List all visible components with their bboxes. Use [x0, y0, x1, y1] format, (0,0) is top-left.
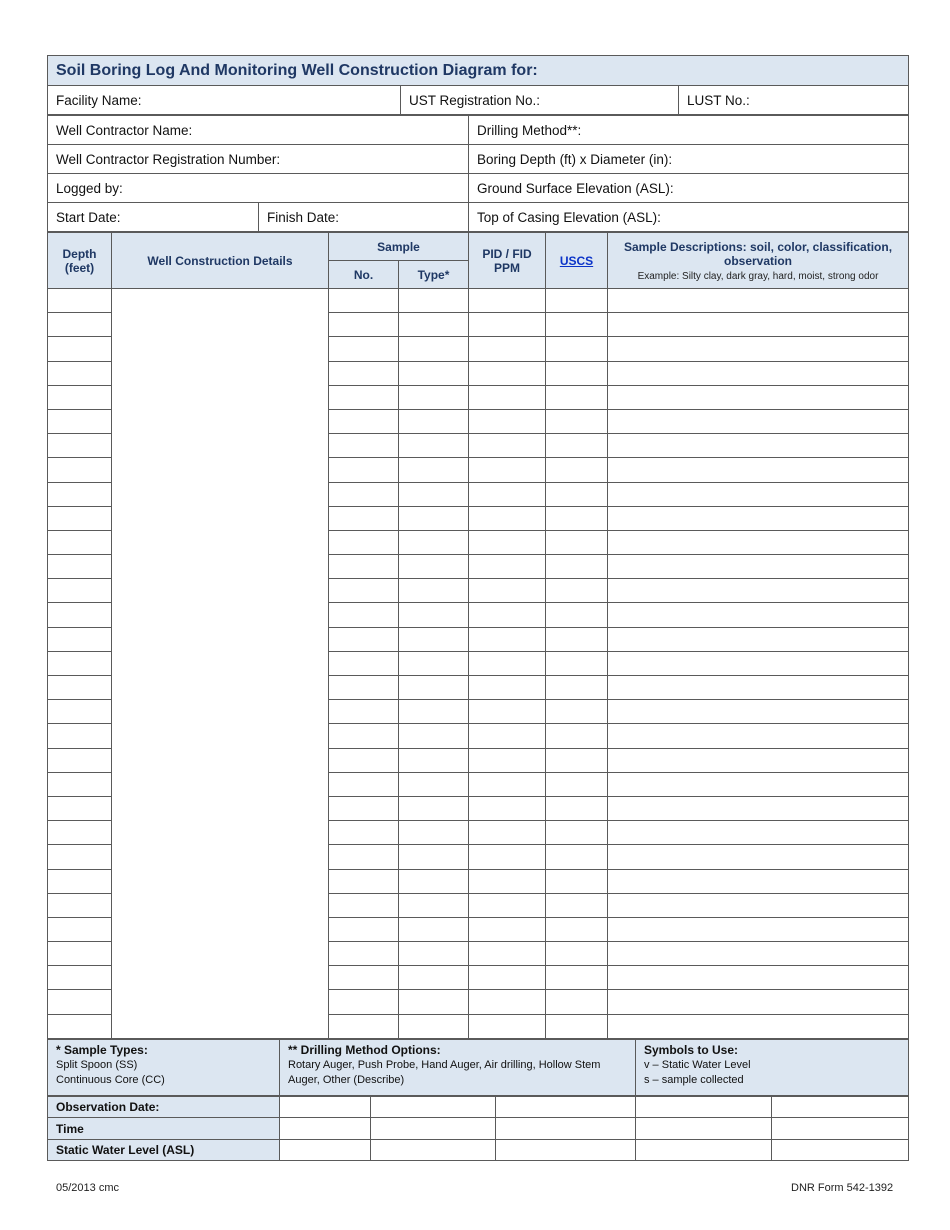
obs-cell[interactable]: [772, 1139, 909, 1161]
pid-fid-cell[interactable]: [469, 482, 546, 506]
obs-cell[interactable]: [496, 1118, 636, 1140]
sample-no-cell[interactable]: [329, 845, 399, 869]
sample-no-header: No.: [329, 261, 399, 289]
depth-cell[interactable]: [48, 772, 112, 796]
depth-cell[interactable]: [48, 748, 112, 772]
sample-type-cc: Continuous Core (CC): [56, 1073, 165, 1086]
obs-cell[interactable]: [280, 1118, 371, 1140]
sample-type-cell[interactable]: [399, 651, 469, 675]
pid-fid-cell[interactable]: [469, 555, 546, 579]
sample-type-cell[interactable]: [399, 313, 469, 337]
pid-fid-cell[interactable]: [469, 990, 546, 1014]
description-cell[interactable]: [608, 676, 909, 700]
description-cell[interactable]: [608, 990, 909, 1014]
observation-date-label: Observation Date:: [48, 1096, 280, 1118]
description-cell[interactable]: [608, 917, 909, 941]
start-date-field[interactable]: Start Date:: [48, 203, 259, 232]
description-cell[interactable]: [608, 530, 909, 554]
logged-by-field[interactable]: Logged by:: [48, 174, 469, 203]
uscs-cell[interactable]: [546, 361, 608, 385]
obs-cell[interactable]: [772, 1118, 909, 1140]
pid-fid-label: PID / FID: [482, 246, 532, 261]
description-cell[interactable]: [608, 627, 909, 651]
header-fields-table-2: [47, 115, 909, 232]
pid-fid-cell[interactable]: [469, 434, 546, 458]
depth-cell[interactable]: [48, 409, 112, 433]
uscs-cell[interactable]: [546, 796, 608, 820]
uscs-cell[interactable]: [546, 530, 608, 554]
sample-no-cell[interactable]: [329, 676, 399, 700]
pid-fid-cell[interactable]: [469, 530, 546, 554]
uscs-cell[interactable]: [546, 409, 608, 433]
depth-cell[interactable]: [48, 579, 112, 603]
uscs-cell[interactable]: [546, 700, 608, 724]
sample-no-cell[interactable]: [329, 942, 399, 966]
descriptions-header: [608, 233, 909, 289]
depth-cell[interactable]: [48, 482, 112, 506]
sample-type-cell[interactable]: [399, 289, 469, 313]
depth-cell[interactable]: [48, 627, 112, 651]
description-cell[interactable]: [608, 772, 909, 796]
sample-type-cell[interactable]: [399, 458, 469, 482]
depth-cell[interactable]: [48, 724, 112, 748]
pid-fid-cell[interactable]: [469, 845, 546, 869]
obs-cell[interactable]: [636, 1096, 772, 1118]
pid-fid-cell[interactable]: [469, 966, 546, 990]
obs-cell[interactable]: [371, 1139, 496, 1161]
depth-cell[interactable]: [48, 313, 112, 337]
uscs-cell[interactable]: [546, 966, 608, 990]
log-rows: [48, 289, 909, 1039]
obs-cell[interactable]: [496, 1139, 636, 1161]
depth-cell[interactable]: [48, 361, 112, 385]
pid-fid-cell[interactable]: [469, 724, 546, 748]
pid-fid-cell[interactable]: [469, 772, 546, 796]
description-cell[interactable]: [608, 289, 909, 313]
sample-no-cell[interactable]: [329, 966, 399, 990]
descriptions-example: Example: Silty clay, dark gray, hard, moist, strong odor: [637, 270, 879, 282]
sample-type-cell[interactable]: [399, 434, 469, 458]
pid-fid-cell[interactable]: [469, 700, 546, 724]
uscs-cell[interactable]: [546, 458, 608, 482]
pid-fid-cell[interactable]: [469, 942, 546, 966]
pid-fid-cell[interactable]: [469, 337, 546, 361]
description-cell[interactable]: [608, 821, 909, 845]
depth-cell[interactable]: [48, 942, 112, 966]
uscs-cell[interactable]: [546, 845, 608, 869]
depth-cell[interactable]: [48, 821, 112, 845]
description-cell[interactable]: [608, 506, 909, 530]
sample-type-cell[interactable]: [399, 555, 469, 579]
sample-no-cell[interactable]: [329, 458, 399, 482]
uscs-cell[interactable]: [546, 772, 608, 796]
description-cell[interactable]: [608, 482, 909, 506]
header-fields-table: [47, 55, 909, 115]
obs-cell[interactable]: [280, 1139, 371, 1161]
uscs-cell[interactable]: [546, 434, 608, 458]
sample-no-cell[interactable]: [329, 555, 399, 579]
depth-cell[interactable]: [48, 917, 112, 941]
description-cell[interactable]: [608, 1014, 909, 1038]
pid-fid-cell[interactable]: [469, 821, 546, 845]
ppm-label: PPM: [493, 260, 520, 275]
pid-fid-cell[interactable]: [469, 627, 546, 651]
depth-cell[interactable]: [48, 869, 112, 893]
uscs-cell[interactable]: [546, 748, 608, 772]
depth-header: [48, 233, 112, 289]
depth-cell[interactable]: [48, 506, 112, 530]
pid-fid-cell[interactable]: [469, 579, 546, 603]
sample-type-cell[interactable]: [399, 845, 469, 869]
symbol-static-water: v – Static Water Level: [644, 1058, 751, 1071]
description-cell[interactable]: [608, 579, 909, 603]
description-cell[interactable]: [608, 700, 909, 724]
sample-type-cell[interactable]: [399, 724, 469, 748]
sample-no-cell[interactable]: [329, 651, 399, 675]
sample-no-cell[interactable]: [329, 434, 399, 458]
sample-type-cell[interactable]: [399, 796, 469, 820]
sample-no-cell[interactable]: [329, 506, 399, 530]
well-construction-cell[interactable]: [112, 289, 329, 1039]
sample-type-cell[interactable]: [399, 821, 469, 845]
description-cell[interactable]: [608, 603, 909, 627]
sample-no-cell[interactable]: [329, 821, 399, 845]
depth-header-label: Depth: [62, 246, 97, 261]
sample-type-cell[interactable]: [399, 1014, 469, 1038]
obs-cell[interactable]: [280, 1096, 371, 1118]
description-cell[interactable]: [608, 313, 909, 337]
time-label: Time: [48, 1118, 280, 1140]
description-cell[interactable]: [608, 796, 909, 820]
description-cell[interactable]: [608, 724, 909, 748]
uscs-cell[interactable]: [546, 724, 608, 748]
well-construction-header: Well Construction Details: [112, 233, 329, 289]
sample-types-legend: [48, 1039, 280, 1095]
description-cell[interactable]: [608, 966, 909, 990]
sample-type-cell[interactable]: [399, 990, 469, 1014]
uscs-cell[interactable]: [546, 385, 608, 409]
sample-no-cell[interactable]: [329, 724, 399, 748]
sample-no-cell[interactable]: [329, 289, 399, 313]
pid-fid-cell[interactable]: [469, 603, 546, 627]
sample-type-cell[interactable]: [399, 603, 469, 627]
uscs-cell[interactable]: [546, 917, 608, 941]
finish-date-field[interactable]: Finish Date:: [259, 203, 469, 232]
sample-no-cell[interactable]: [329, 361, 399, 385]
form-date-code: 05/2013 cmc: [56, 1182, 119, 1194]
sample-no-cell[interactable]: [329, 337, 399, 361]
uscs-cell[interactable]: [546, 942, 608, 966]
depth-cell[interactable]: [48, 289, 112, 313]
description-cell[interactable]: [608, 748, 909, 772]
uscs-cell[interactable]: [546, 506, 608, 530]
uscs-cell[interactable]: [546, 289, 608, 313]
uscs-cell[interactable]: [546, 821, 608, 845]
depth-cell[interactable]: [48, 1014, 112, 1038]
drilling-options-legend: [280, 1039, 636, 1095]
description-cell[interactable]: [608, 555, 909, 579]
sample-no-cell[interactable]: [329, 772, 399, 796]
static-water-level-label: Static Water Level (ASL): [48, 1139, 280, 1161]
pid-fid-cell[interactable]: [469, 385, 546, 409]
sample-type-cell[interactable]: [399, 409, 469, 433]
pid-fid-cell[interactable]: [469, 748, 546, 772]
sample-no-cell[interactable]: [329, 579, 399, 603]
top-casing-field[interactable]: Top of Casing Elevation (ASL):: [469, 203, 909, 232]
uscs-cell[interactable]: [546, 603, 608, 627]
sample-no-cell[interactable]: [329, 700, 399, 724]
depth-cell[interactable]: [48, 966, 112, 990]
sample-type-cell[interactable]: [399, 385, 469, 409]
sample-header: Sample: [329, 233, 469, 261]
sample-type-header: Type*: [399, 261, 469, 289]
drilling-options-title: ** Drilling Method Options:: [288, 1042, 441, 1057]
description-cell[interactable]: [608, 337, 909, 361]
obs-cell[interactable]: [371, 1118, 496, 1140]
drilling-options-text: Rotary Auger, Push Probe, Hand Auger, Air drilling, Hollow Stem Auger, Other (Describe): [288, 1058, 601, 1086]
description-cell[interactable]: [608, 409, 909, 433]
uscs-cell[interactable]: [546, 893, 608, 917]
observations-table: [47, 1096, 909, 1162]
depth-cell[interactable]: [48, 555, 112, 579]
description-cell[interactable]: [608, 458, 909, 482]
obs-cell[interactable]: [636, 1118, 772, 1140]
pid-fid-cell[interactable]: [469, 1014, 546, 1038]
depth-cell[interactable]: [48, 990, 112, 1014]
uscs-cell[interactable]: [546, 482, 608, 506]
pid-fid-cell[interactable]: [469, 676, 546, 700]
pid-fid-header: [469, 233, 546, 289]
well-contractor-reg-field[interactable]: Well Contractor Registration Number:: [48, 145, 469, 174]
sample-type-cell[interactable]: [399, 942, 469, 966]
uscs-cell[interactable]: [546, 579, 608, 603]
sample-type-cell[interactable]: [399, 748, 469, 772]
sample-type-cell[interactable]: [399, 337, 469, 361]
obs-cell[interactable]: [496, 1096, 636, 1118]
description-cell[interactable]: [608, 845, 909, 869]
pid-fid-cell[interactable]: [469, 869, 546, 893]
depth-cell[interactable]: [48, 845, 112, 869]
sample-type-cell[interactable]: [399, 893, 469, 917]
description-cell[interactable]: [608, 361, 909, 385]
ground-surface-field[interactable]: Ground Surface Elevation (ASL):: [469, 174, 909, 203]
pid-fid-cell[interactable]: [469, 893, 546, 917]
uscs-cell[interactable]: [546, 313, 608, 337]
sample-types-title: * Sample Types:: [56, 1042, 148, 1057]
uscs-cell[interactable]: [546, 337, 608, 361]
uscs-cell[interactable]: [546, 1014, 608, 1038]
uscs-cell[interactable]: [546, 869, 608, 893]
symbols-title: Symbols to Use:: [644, 1042, 739, 1057]
uscs-cell[interactable]: [546, 990, 608, 1014]
description-cell[interactable]: [608, 385, 909, 409]
depth-header-unit: (feet): [64, 260, 95, 275]
depth-cell[interactable]: [48, 337, 112, 361]
depth-cell[interactable]: [48, 434, 112, 458]
sample-type-ss: Split Spoon (SS): [56, 1058, 138, 1071]
sample-type-cell[interactable]: [399, 700, 469, 724]
drilling-method-field[interactable]: Drilling Method**:: [469, 116, 909, 145]
ust-registration-field[interactable]: UST Registration No.:: [401, 86, 679, 115]
uscs-cell[interactable]: [546, 676, 608, 700]
depth-cell[interactable]: [48, 893, 112, 917]
descriptions-label: Sample Descriptions: soil, color, classification, observation: [623, 239, 893, 268]
uscs-cell[interactable]: [546, 627, 608, 651]
pid-fid-cell[interactable]: [469, 409, 546, 433]
sample-type-cell[interactable]: [399, 627, 469, 651]
sample-type-cell[interactable]: [399, 506, 469, 530]
sample-type-cell[interactable]: [399, 966, 469, 990]
depth-cell[interactable]: [48, 385, 112, 409]
sample-type-cell[interactable]: [399, 482, 469, 506]
form-sheet: [47, 55, 908, 1161]
sample-no-cell[interactable]: [329, 603, 399, 627]
description-cell[interactable]: [608, 651, 909, 675]
depth-cell[interactable]: [48, 458, 112, 482]
symbols-legend: [636, 1039, 909, 1095]
soil-log-table: [47, 232, 909, 1039]
sample-no-cell[interactable]: [329, 530, 399, 554]
form-title: Soil Boring Log And Monitoring Well Construction Diagram for:: [48, 56, 909, 86]
uscs-cell[interactable]: [546, 651, 608, 675]
uscs-link[interactable]: USCS: [559, 253, 594, 268]
pid-fid-cell[interactable]: [469, 458, 546, 482]
sample-no-cell[interactable]: [329, 869, 399, 893]
description-cell[interactable]: [608, 942, 909, 966]
sample-no-cell[interactable]: [329, 893, 399, 917]
sample-type-cell[interactable]: [399, 676, 469, 700]
pid-fid-cell[interactable]: [469, 506, 546, 530]
obs-cell[interactable]: [636, 1139, 772, 1161]
symbol-sample-collected: s – sample collected: [644, 1073, 744, 1086]
well-contractor-name-field[interactable]: Well Contractor Name:: [48, 116, 469, 145]
sample-no-cell[interactable]: [329, 1014, 399, 1038]
uscs-header: [546, 233, 608, 289]
lust-no-field[interactable]: LUST No.:: [679, 86, 909, 115]
sample-no-cell[interactable]: [329, 917, 399, 941]
sample-no-cell[interactable]: [329, 627, 399, 651]
boring-depth-field[interactable]: Boring Depth (ft) x Diameter (in):: [469, 145, 909, 174]
sample-type-cell[interactable]: [399, 917, 469, 941]
sample-type-cell[interactable]: [399, 361, 469, 385]
legend-table: [47, 1039, 909, 1096]
depth-cell[interactable]: [48, 651, 112, 675]
sample-no-cell[interactable]: [329, 409, 399, 433]
sample-no-cell[interactable]: [329, 990, 399, 1014]
form-number: DNR Form 542-1392: [791, 1182, 894, 1194]
depth-cell[interactable]: [48, 700, 112, 724]
pid-fid-cell[interactable]: [469, 361, 546, 385]
sample-no-cell[interactable]: [329, 748, 399, 772]
sample-no-cell[interactable]: [329, 796, 399, 820]
sample-type-cell[interactable]: [399, 530, 469, 554]
depth-cell[interactable]: [48, 530, 112, 554]
description-cell[interactable]: [608, 434, 909, 458]
pid-fid-cell[interactable]: [469, 313, 546, 337]
depth-cell[interactable]: [48, 796, 112, 820]
obs-cell[interactable]: [772, 1096, 909, 1118]
sample-type-cell[interactable]: [399, 772, 469, 796]
facility-name-field[interactable]: Facility Name:: [48, 86, 401, 115]
sample-no-cell[interactable]: [329, 385, 399, 409]
pid-fid-cell[interactable]: [469, 289, 546, 313]
log-row: [48, 289, 909, 313]
description-cell[interactable]: [608, 869, 909, 893]
sample-type-cell[interactable]: [399, 869, 469, 893]
depth-cell[interactable]: [48, 603, 112, 627]
sample-no-cell[interactable]: [329, 313, 399, 337]
pid-fid-cell[interactable]: [469, 917, 546, 941]
description-cell[interactable]: [608, 893, 909, 917]
sample-no-cell[interactable]: [329, 482, 399, 506]
pid-fid-cell[interactable]: [469, 651, 546, 675]
depth-cell[interactable]: [48, 676, 112, 700]
uscs-cell[interactable]: [546, 555, 608, 579]
pid-fid-cell[interactable]: [469, 796, 546, 820]
obs-cell[interactable]: [371, 1096, 496, 1118]
sample-type-cell[interactable]: [399, 579, 469, 603]
